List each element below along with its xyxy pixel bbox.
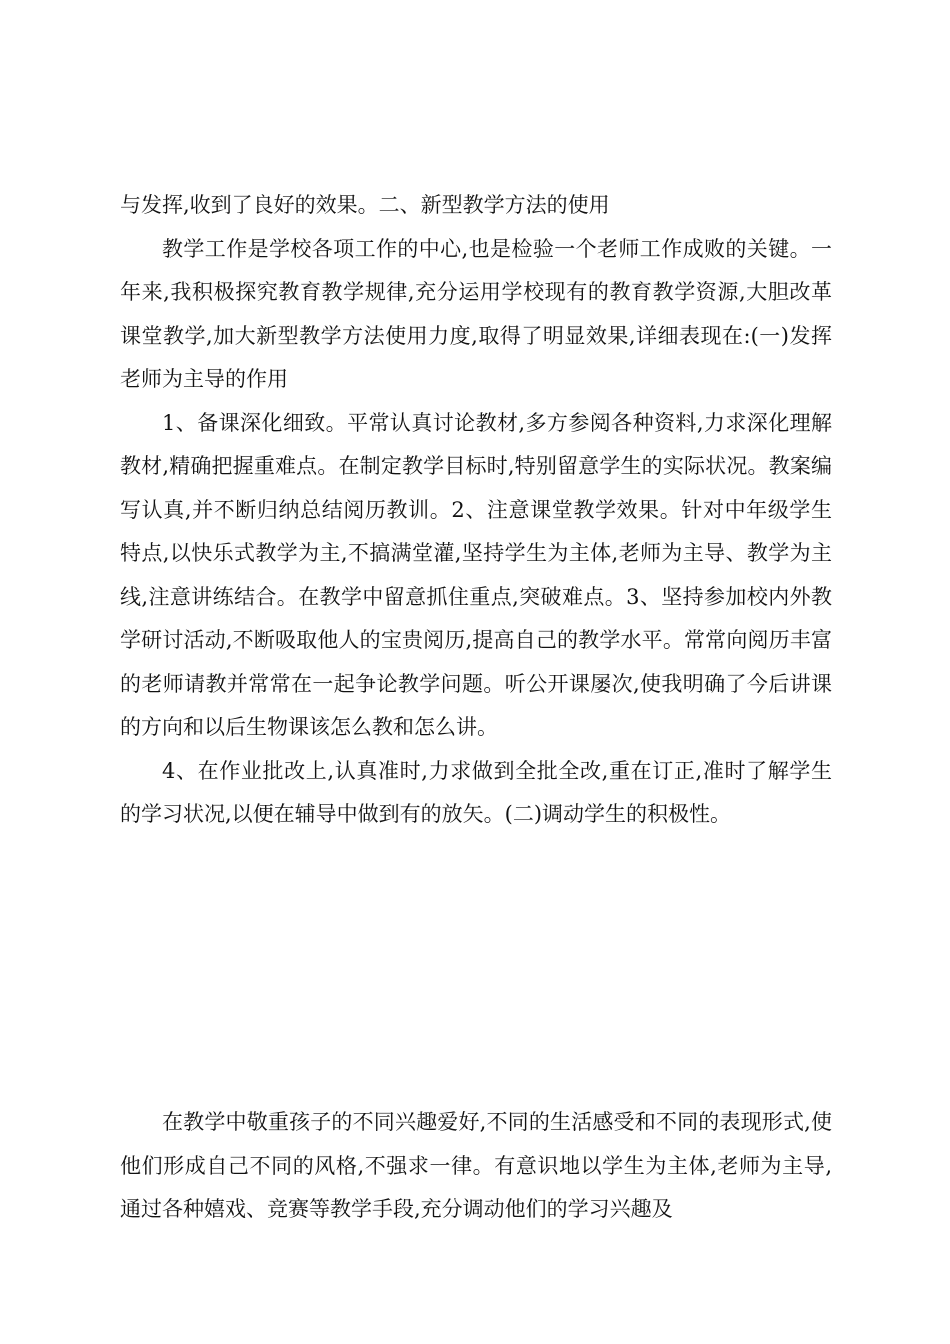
paragraph: 在教学中敬重孩子的不同兴趣爱好,不同的生活感受和不同的表现形式,使他们形成自己不同的风格,不强求一律。有意识地以学生为主体,老师为主导,通过各种嬉戏、竞赛等教学手段,充分调动他们的学习兴趣及 <box>120 1110 832 1221</box>
text-block-top <box>120 184 832 837</box>
text-block-bottom <box>120 1101 832 1232</box>
paragraph: 4、在作业批改上,认真准时,力求做到全批全改,重在订正,准时了解学生的学习状况,以便在辅导中做到有的放矢。(二)调动学生的积极性。 <box>120 758 832 826</box>
paragraph: 1、备课深化细致。平常认真讨论教材,多方参阅各种资料,力求深化理解教材,精确把握重难点。在制定教学目标时,特别留意学生的实际状况。教案编写认真,并不断归纳总结阅历教训。2、注意课堂教学效果。针对中年级学生特点,以快乐式教学为主,不搞满堂灌,坚持学生为主体,老师为主导、教学为主线,注意讲练结合。在教学中留意抓住重点,突破难点。3、坚持参加校内外教学研讨活动,不断吸取他人的宝贵阅历,提高自己的教学水平。常常向阅历丰富的老师请教并常常在一起争论教学问题。听公开课屡次,使我明确了今后讲课的方向和以后生物课该怎么教和怎么讲。 <box>120 410 832 739</box>
paragraph-continuation: 与发挥,收到了良好的效果。二、新型教学方法的使用 <box>120 193 610 217</box>
paragraph: 教学工作是学校各项工作的中心,也是检验一个老师工作成败的关键。一年来,我积极探究教育教学规律,充分运用学校现有的教育教学资源,大胆改革课堂教学,加大新型教学方法使用力度,取得了明显效果,详细表现在:(一)发挥老师为主导的作用 <box>120 236 832 391</box>
